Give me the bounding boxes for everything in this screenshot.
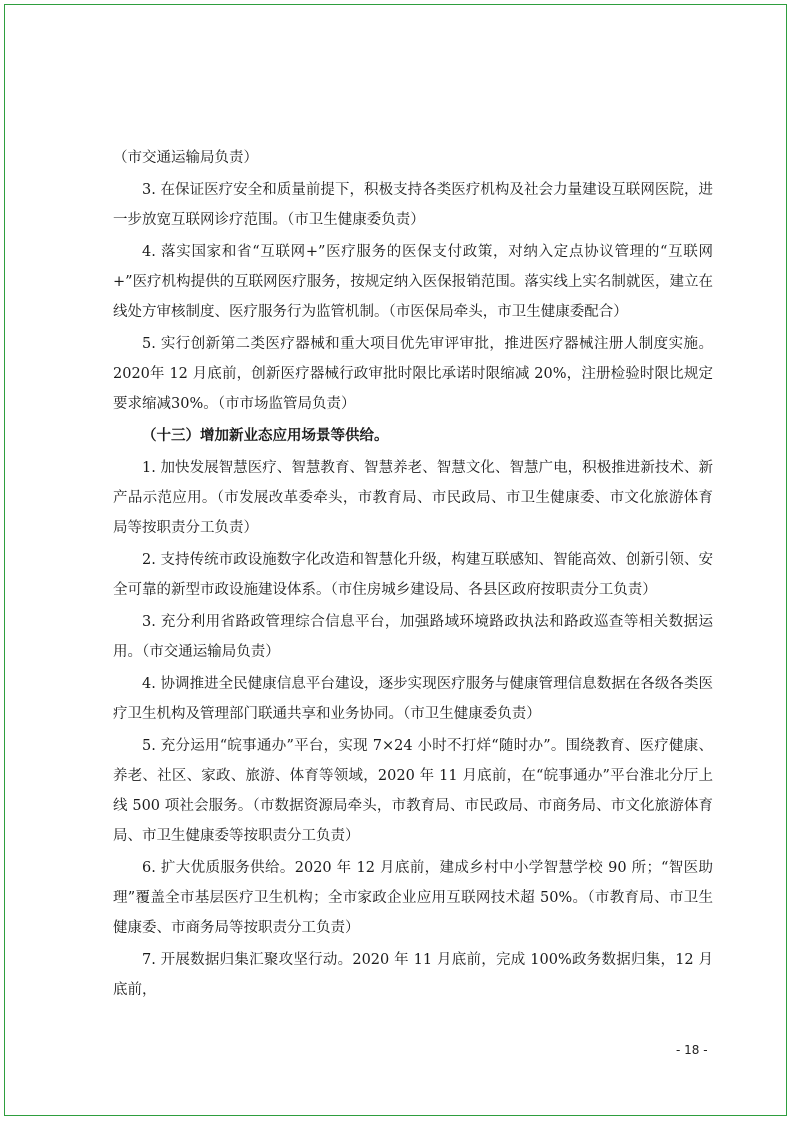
paragraph-item-4-health-platform: 4. 协调推进全民健康信息平台建设，逐步实现医疗服务与健康管理信息数据在各级各类医疗卫生机构及管理部门联通共享和业务协同。（市卫生健康委负责）: [113, 676, 713, 722]
paragraph-item-1-smart-services: 1. 加快发展智慧医疗、智慧教育、智慧养老、智慧文化、智慧广电，积极推进新技术、新产品示范应用。（市发展改革委牵头，市教育局、市民政局、市卫生健康委、市文化旅游体育局等按职责分工负责）: [113, 460, 713, 536]
paragraph-item-5-medical-devices: 5. 实行创新第二类医疗器械和重大项目优先审评审批，推进医疗器械注册人制度实施。2020年 12 月底前，创新医疗器械行政审批时限比承诺时限缩减 20%，注册检验时限比规定要求缩减30%。（市市场监管局负责）: [113, 336, 713, 412]
document-body: [113, 143, 713, 1007]
paragraph-item-2-municipal-facilities: 2. 支持传统市政设施数字化改造和智慧化升级，构建互联感知、智能高效、创新引领、安全可靠的新型市政设施建设体系。（市住房城乡建设局、各县区政府按职责分工负责）: [113, 552, 713, 598]
paragraph-item-4-medical-insurance: 4. 落实国家和省“互联网+”医疗服务的医保支付政策，对纳入定点协议管理的“互联网+”医疗机构提供的互联网医疗服务，按规定纳入医保报销范围。落实线上实名制就医，建立在线处方审核制度、医疗服务行为监管机制。（市医保局牵头，市卫生健康委配合）: [113, 244, 713, 320]
paragraph-item-6-quality-services: 6. 扩大优质服务供给。2020 年 12 月底前，建成乡村中小学智慧学校 90 所；“智医助理”覆盖全市基层医疗卫生机构；全市家政企业应用互联网技术超 50%。（市教育局、市卫生健康委、市商务局等按职责分工负责）: [113, 860, 713, 936]
page-frame: [4, 4, 787, 1116]
section-heading-13: （十三）增加新业态应用场景等供给。: [142, 427, 389, 444]
paragraph-item-3-internet-hospitals: 3. 在保证医疗安全和质量前提下，积极支持各类医疗机构及社会力量建设互联网医院，进一步放宽互联网诊疗范围。（市卫生健康委负责）: [113, 182, 713, 228]
paragraph-item-3-road-administration: 3. 充分利用省路政管理综合信息平台，加强路域环境路政执法和路政巡查等相关数据运用。（市交通运输局负责）: [113, 614, 713, 660]
page-number: - 18 -: [676, 1043, 708, 1057]
paragraph-item-5-wanshitongban: 5. 充分运用“皖事通办”平台，实现 7×24 小时不打烊“随时办”。围绕教育、医疗健康、养老、社区、家政、旅游、体育等领域，2020 年 11 月底前，在“皖事通办”平台淮北分厅上线 500 项社会服务。（市数据资源局牵头，市教育局、市民政局、市商务局、市文化旅游体育局、市卫生健康委等按职责分工负责）: [113, 738, 713, 844]
paragraph-continuation: （市交通运输局负责）: [113, 150, 258, 166]
paragraph-item-7-data-aggregation: 7. 开展数据归集汇聚攻坚行动。2020 年 11 月底前，完成 100%政务数据归集，12 月底前，: [113, 952, 713, 998]
